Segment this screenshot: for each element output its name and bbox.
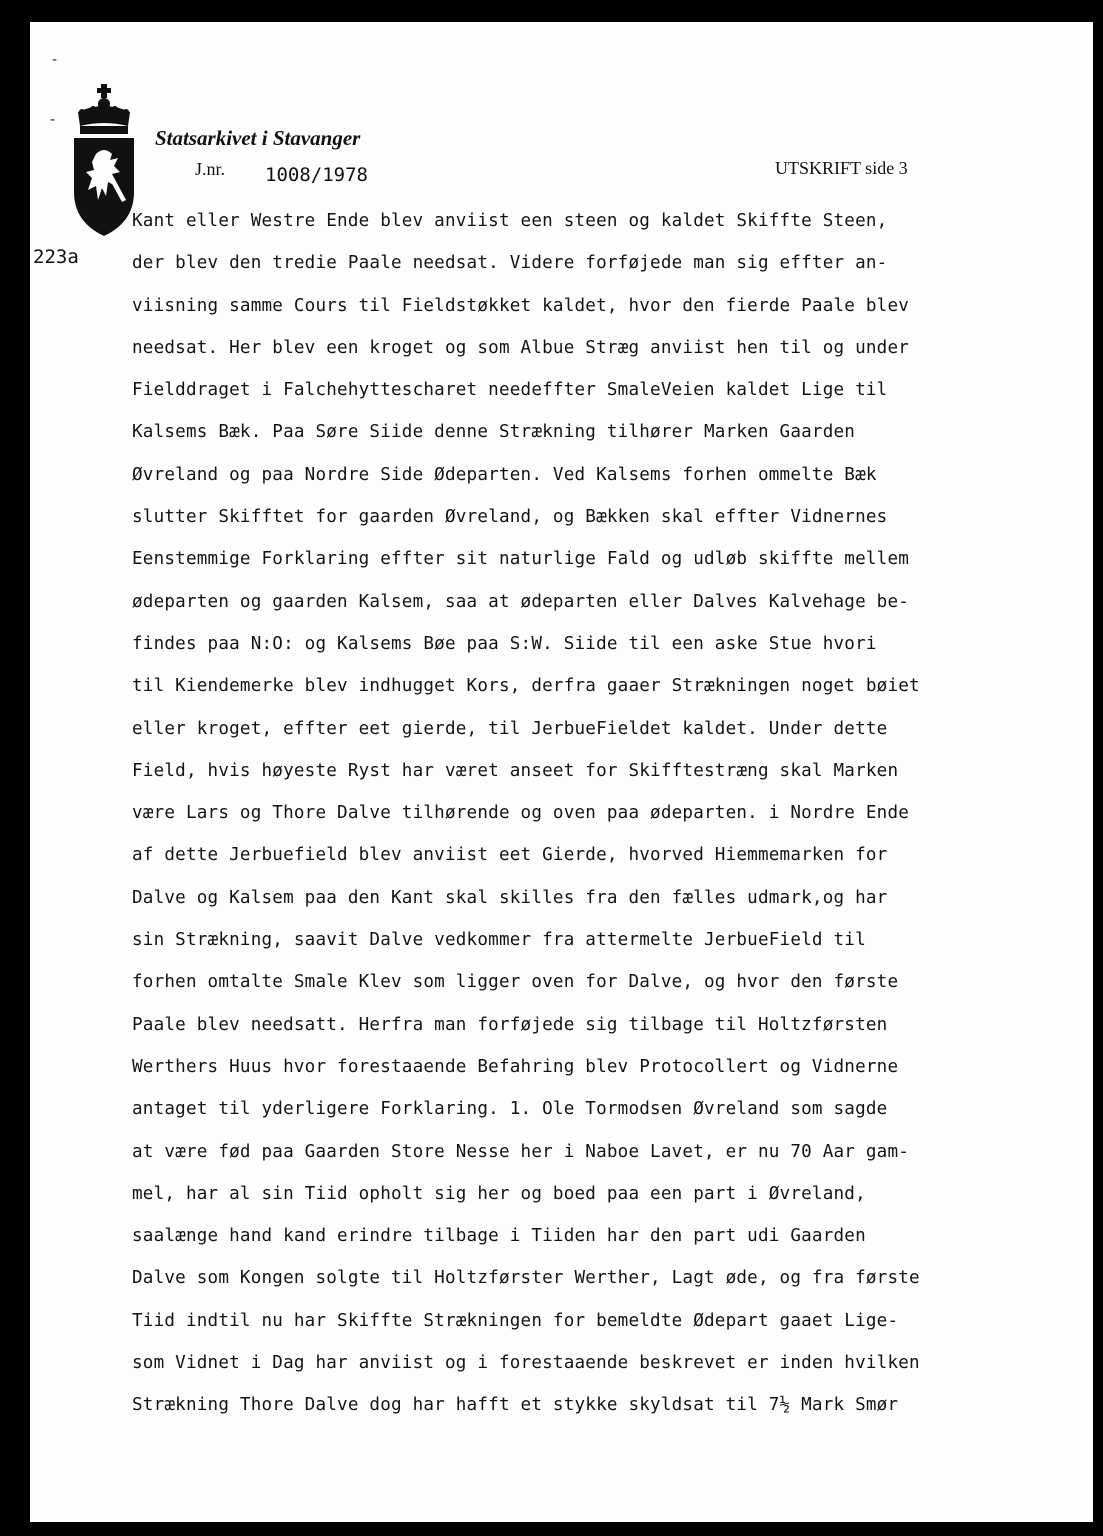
text-line: saalænge hand kand erindre tilbage i Tiiden har den part udi Gaarden	[132, 1226, 866, 1247]
scan-mark: -	[50, 112, 56, 128]
text-line: ødeparten og gaarden Kalsem, saa at ødeparten eller Dalves Kalvehage be-	[132, 591, 910, 612]
text-line: Kalsems Bæk. Paa Søre Siide denne Strækning tilhører Marken Gaarden	[132, 422, 856, 443]
text-line: til Kiendemerke blev indhugget Kors, derfra gaaer Strækningen noget bøiet	[132, 676, 920, 697]
text-line: at være fød paa Gaarden Store Nesse her i Naboe Lavet, er nu 70 Aar gam-	[132, 1141, 910, 1162]
text-line: forhen omtalte Smale Klev som ligger oven for Dalve, og hvor den første	[132, 972, 899, 993]
text-line: viisning samme Cours til Fieldstøkket kaldet, hvor den fierde Paale blev	[132, 295, 910, 316]
text-line: der blev den tredie Paale needsat. Videre forføjede man sig effter an-	[132, 253, 888, 274]
text-line: antaget til yderligere Forklaring. 1. Ole Tormodsen Øvreland som sagde	[132, 1099, 888, 1120]
text-line: Tiid indtil nu har Skiffte Strækningen for bemeldte Ødepart gaaet Lige-	[132, 1310, 899, 1331]
journal-label: J.nr.	[195, 159, 226, 179]
archive-name: Statsarkivet i Stavanger	[155, 126, 361, 150]
text-line: findes paa N:O: og Kalsems Bøe paa S:W. Siide til een aske Stue hvori	[132, 633, 877, 654]
text-line: som Vidnet i Dag har anviist og i forestaaende beskrevet er inden hvilken	[132, 1353, 920, 1374]
text-line: slutter Skifftet for gaarden Øvreland, og Bækken skal effter Vidnernes	[132, 507, 888, 528]
norwegian-coat-of-arms-icon	[68, 82, 140, 240]
text-line: Fielddraget i Falchehyttescharet needeffter SmaleVeien kaldet Lige til	[132, 380, 888, 401]
text-line: sin Strækning, saavit Dalve vedkommer fra attermelte JerbueField til	[132, 930, 866, 951]
text-line: Strækning Thore Dalve dog har hafft et stykke skyldsat til 7½ Mark Smør	[132, 1395, 899, 1416]
page-label: UTSKRIFT side 3	[775, 158, 908, 178]
text-line: af dette Jerbuefield blev anviist eet Gierde, hvorved Hiemmemarken for	[132, 845, 888, 866]
journal-number: 1008/1978	[265, 164, 368, 186]
text-line: mel, har al sin Tiid opholt sig her og boed paa een part i Øvreland,	[132, 1183, 866, 1204]
scan-mark: -	[52, 52, 58, 68]
text-line: eller kroget, effter eet gierde, til JerbueFieldet kaldet. Under dette	[132, 718, 888, 739]
document-body	[132, 200, 1082, 1427]
document-page	[30, 22, 1093, 1522]
text-line: Dalve og Kalsem paa den Kant skal skilles fra den fælles udmark,og har	[132, 887, 888, 908]
margin-note: 223a	[33, 246, 79, 268]
text-line: Øvreland og paa Nordre Side Ødeparten. Ved Kalsems forhen ommelte Bæk	[132, 464, 877, 485]
text-line: Eenstemmige Forklaring effter sit naturlige Fald og udløb skiffte mellem	[132, 549, 910, 570]
text-line: Field, hvis høyeste Ryst har været anseet for Skifftestræng skal Marken	[132, 760, 899, 781]
text-line: Paale blev needsatt. Herfra man forføjede sig tilbage til Holtzførsten	[132, 1014, 888, 1035]
text-line: Werthers Huus hvor forestaaende Befahring blev Protocollert og Vidnerne	[132, 1056, 899, 1077]
text-line: være Lars og Thore Dalve tilhørende og oven paa ødeparten. i Nordre Ende	[132, 803, 910, 824]
text-line: Dalve som Kongen solgte til Holtzførster Werther, Lagt øde, og fra første	[132, 1268, 920, 1289]
text-line: Kant eller Westre Ende blev anviist een steen og kaldet Skiffte Steen,	[132, 211, 888, 231]
text-line: needsat. Her blev een kroget og som Albue Stræg anviist hen til og under	[132, 337, 910, 358]
